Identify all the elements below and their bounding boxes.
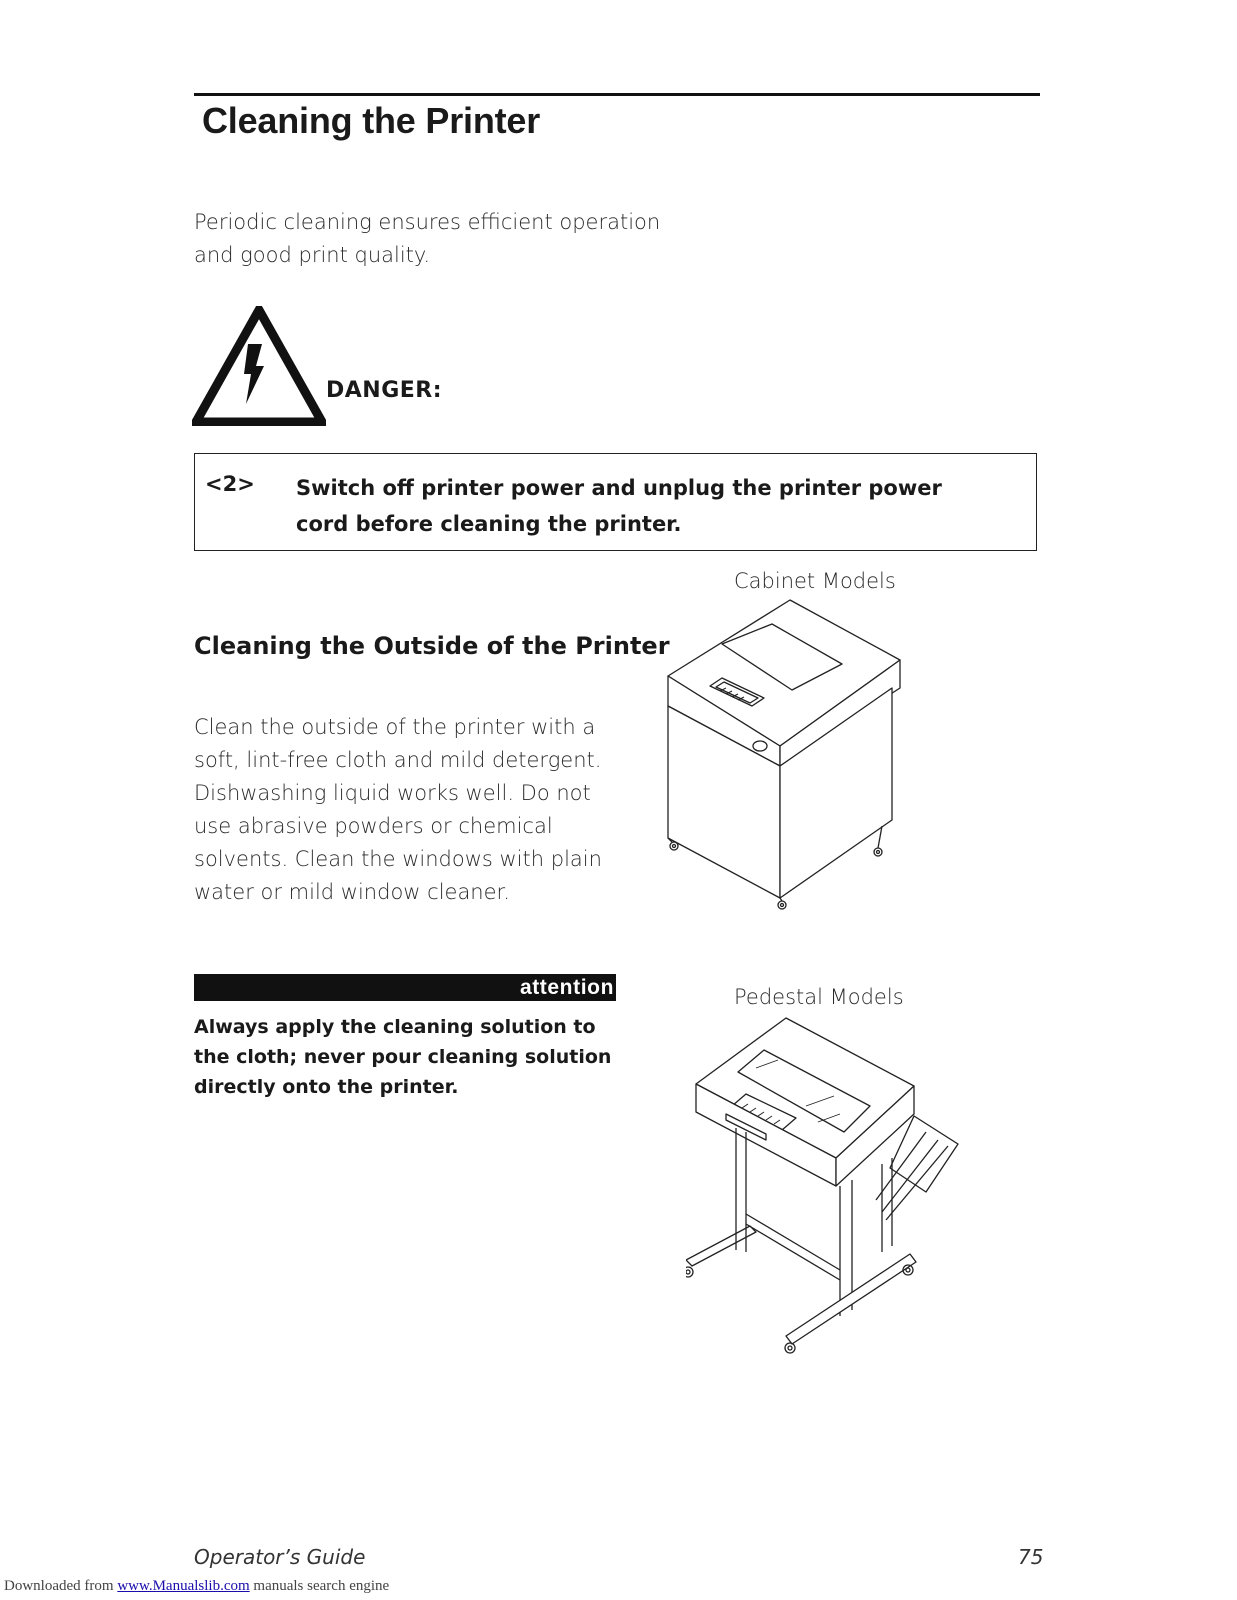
intro-paragraph: Periodic cleaning ensures efficient operation and good print quality. xyxy=(194,210,661,267)
manualslib-link[interactable]: www.Manualslib.com xyxy=(117,1578,250,1594)
attention-body: Always apply the cleaning solution to the cloth; never pour cleaning solution directly onto the printer. xyxy=(194,1016,612,1098)
download-suffix: manuals search engine xyxy=(249,1578,390,1594)
danger-label: DANGER: xyxy=(326,378,443,403)
download-credit xyxy=(4,1578,389,1595)
electrical-hazard-icon xyxy=(192,306,326,426)
top-rule xyxy=(194,93,1040,96)
pedestal-printer-illustration xyxy=(686,1014,976,1376)
attention-bar xyxy=(194,974,616,1001)
download-prefix: Downloaded from xyxy=(4,1578,118,1594)
cabinet-printer-illustration xyxy=(660,598,930,938)
footer-page-number: 75 xyxy=(1018,1545,1044,1569)
pedestal-caption: Pedestal Models xyxy=(734,985,904,1009)
section-body: Clean the outside of the printer with a soft, lint-free cloth and mild detergent. Dishwashing liquid works well. Do not use abrasive powders or chemical solvents. Clean the windows with plain water or mild window cleaner. xyxy=(194,715,602,904)
danger-number: <2> xyxy=(205,472,255,496)
page-title: Cleaning the Printer xyxy=(202,100,541,141)
danger-box xyxy=(194,453,1037,551)
cabinet-caption: Cabinet Models xyxy=(734,569,896,593)
section-heading: Cleaning the Outside of the Printer xyxy=(194,632,670,660)
danger-text: Switch off printer power and unplug the printer power cord before cleaning the printer. xyxy=(296,476,942,536)
footer-guide-title: Operator’s Guide xyxy=(194,1545,366,1569)
attention-label: attention xyxy=(519,976,614,999)
